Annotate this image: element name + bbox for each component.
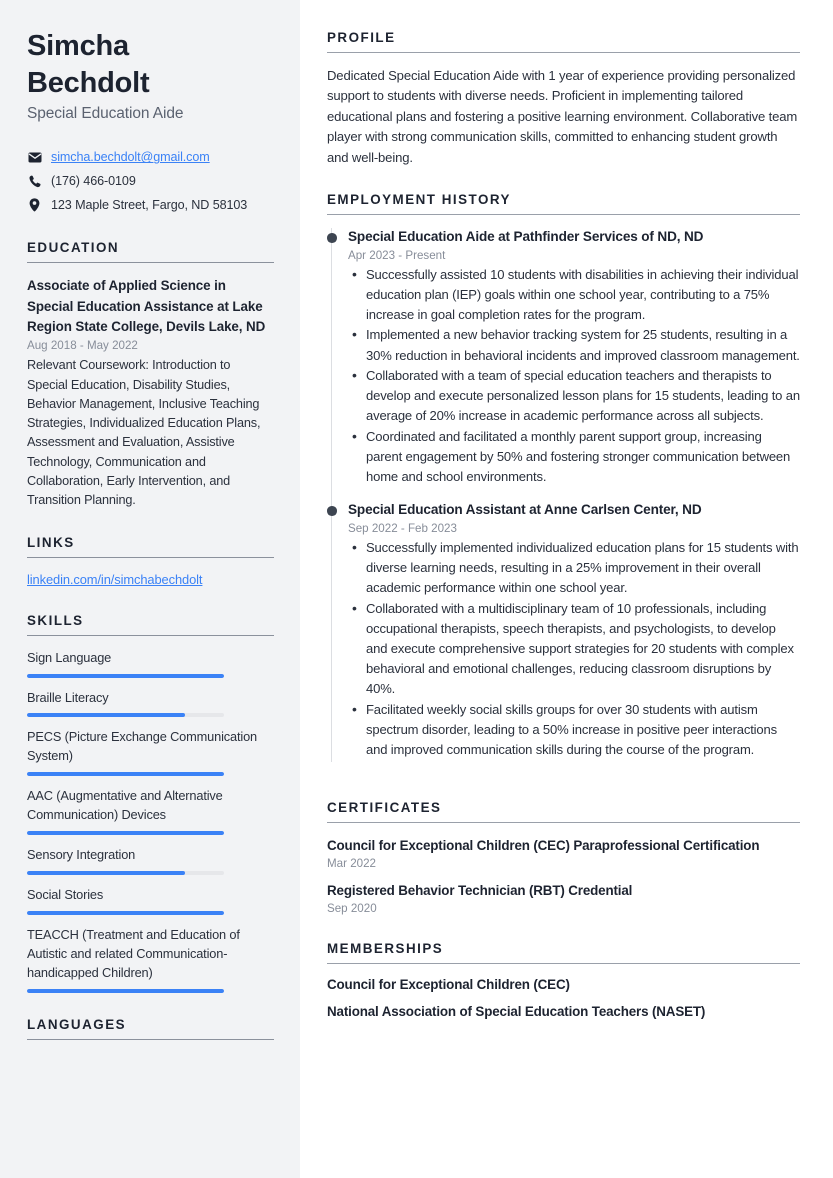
profile-text: Dedicated Special Education Aide with 1 year of experience providing personalized support to students with diverse needs. Proficient in implementing tailored educational plans and fostering a positive learning environment. Collaborative team player with strong communication skills, committed to enhancing student growth and well-being. xyxy=(327,68,798,165)
section-certificates xyxy=(327,800,800,915)
location-pin-icon xyxy=(27,198,42,212)
timeline-rail xyxy=(331,501,332,762)
skill-item xyxy=(27,886,274,915)
certificate-title: Council for Exceptional Children (CEC) Paraprofessional Certification xyxy=(327,838,760,854)
phone-icon xyxy=(27,175,42,188)
section-employment-history xyxy=(327,192,800,774)
contact-row-phone[interactable] xyxy=(27,173,274,190)
section-languages xyxy=(27,1017,274,1040)
candidate-job-title: Special Education Aide xyxy=(27,104,184,122)
timeline-rail xyxy=(331,228,332,501)
skill-level-fill xyxy=(27,871,185,875)
envelope-icon xyxy=(27,152,42,163)
section-heading-certificates: CERTIFICATES xyxy=(327,800,800,823)
certificate-title: Registered Behavior Technician (RBT) Credential xyxy=(327,883,633,899)
skill-item xyxy=(27,689,274,718)
section-links xyxy=(27,535,274,589)
main-column xyxy=(300,0,833,1178)
skill-level-fill xyxy=(27,772,224,776)
section-heading-profile: PROFILE xyxy=(327,30,800,53)
section-heading-languages: LANGUAGES xyxy=(27,1017,274,1040)
membership-entry: Council for Exceptional Children (CEC) xyxy=(327,976,570,992)
membership-entry: National Association of Special Education Teachers (NASET) xyxy=(327,1003,706,1019)
bullet-item: • Successfully assisted 10 students with disabilities in achieving their individual education plan (IEP) goals within one school year, contributing to a 75% increase in goal completion rates for the program. xyxy=(348,265,800,326)
skill-level-bar xyxy=(27,989,224,993)
contact-row-email[interactable] xyxy=(27,149,274,166)
contact-address: 123 Maple Street, Fargo, ND 58103 xyxy=(51,198,248,213)
skill-item xyxy=(27,787,274,835)
education-description: Relevant Coursework: Introduction to Special Education, Disability Studies, Behavior Management, Inclusive Teaching Strategies, Individualized Education Plans, Assessment and Evaluation, Assistive Technology, Communication and Collaboration, Early Intervention, and Transition Planning. xyxy=(27,358,261,508)
contact-row-address xyxy=(27,197,274,214)
bullet-item: • Successfully implemented individualized education plans for 15 students with diverse learning needs, resulting in a 25% improvement in their overall academic performance within one school year. xyxy=(348,538,800,599)
employment-bullets xyxy=(348,265,800,487)
bullet-item: • Collaborated with a team of special education teachers and therapists to develop and execute personalized lesson plans for 15 students, leading to an average of 20% increase in academic performance across all subjects. xyxy=(348,366,800,427)
certificate-entry xyxy=(327,881,800,915)
skill-label: AAC (Augmentative and Alternative Communication) Devices xyxy=(27,788,223,823)
section-heading-links: LINKS xyxy=(27,535,274,558)
section-education xyxy=(27,240,274,511)
employment-entry xyxy=(327,501,800,774)
employment-title: Special Education Assistant at Anne Carlsen Center, ND xyxy=(348,502,702,518)
bullet-item: • Facilitated weekly social skills groups for over 30 students with autism spectrum disorder, leading to a 50% increase in positive peer interactions and improved communication skills during the course of the program. xyxy=(348,700,800,761)
skill-level-fill xyxy=(27,674,224,678)
skill-level-fill xyxy=(27,911,224,915)
bullet-item: • Implemented a new behavior tracking system for 25 students, resulting in a 30% reduction in behavioral incidents and improved classroom management. xyxy=(348,325,800,365)
employment-date: Apr 2023 - Present xyxy=(348,248,446,262)
bullet-item: • Collaborated with a multidisciplinary team of 10 professionals, including occupational therapists, speech therapists, and psychologists, to develop and execute comprehensive support strategies for 20 students with complex behavioral and emotional challenges, reducing classroom disruptions by 40%. xyxy=(348,599,800,700)
certificate-date: Mar 2022 xyxy=(327,857,376,871)
skill-label: Sensory Integration xyxy=(27,847,136,863)
skill-level-fill xyxy=(27,831,224,835)
link-linkedin[interactable]: linkedin.com/in/simchabechdolt xyxy=(27,571,203,587)
education-title: Associate of Applied Science in Special Education Assistance at Lake Region State College, Devils Lake, ND xyxy=(27,277,266,335)
skill-level-bar xyxy=(27,674,224,678)
sidebar xyxy=(0,0,300,1178)
skill-level-fill xyxy=(27,713,185,717)
skill-label: TEACCH (Treatment and Education of Autistic and related Communication-handicapped Children) xyxy=(27,927,240,980)
contact-phone: (176) 466-0109 xyxy=(51,174,136,189)
section-heading-employment: EMPLOYMENT HISTORY xyxy=(327,192,800,215)
bullet-item: • Coordinated and facilitated a monthly parent support group, increasing parent engagement by 50% and fostering stronger communication between home and school environments. xyxy=(348,427,800,488)
skill-label: Social Stories xyxy=(27,887,104,903)
timeline-dot-icon xyxy=(327,506,337,516)
skill-level-bar xyxy=(27,713,224,717)
skill-label: Sign Language xyxy=(27,649,112,665)
certificate-date: Sep 2020 xyxy=(327,901,377,915)
skill-level-fill xyxy=(27,989,224,993)
employment-title: Special Education Aide at Pathfinder Services of ND, ND xyxy=(348,229,704,245)
skill-level-bar xyxy=(27,772,224,776)
section-profile xyxy=(327,30,800,168)
skill-item xyxy=(27,926,274,993)
contact-list xyxy=(27,149,274,214)
section-skills xyxy=(27,613,274,993)
section-heading-skills: SKILLS xyxy=(27,613,274,636)
skill-level-bar xyxy=(27,871,224,875)
section-memberships xyxy=(327,941,800,1019)
candidate-name-line2: Bechdolt xyxy=(27,67,150,100)
skill-item xyxy=(27,728,274,776)
employment-entry xyxy=(327,228,800,501)
candidate-name xyxy=(27,30,274,100)
education-date: Aug 2018 - May 2022 xyxy=(27,339,138,353)
section-heading-memberships: MEMBERSHIPS xyxy=(327,941,800,964)
education-entry xyxy=(27,276,274,511)
skill-level-bar xyxy=(27,911,224,915)
employment-bullets xyxy=(348,538,800,760)
skill-label: Braille Literacy xyxy=(27,689,109,705)
skill-item xyxy=(27,649,274,678)
skill-level-bar xyxy=(27,831,224,835)
employment-date: Sep 2022 - Feb 2023 xyxy=(348,521,457,535)
section-heading-education: EDUCATION xyxy=(27,240,274,263)
timeline-dot-icon xyxy=(327,233,337,243)
candidate-name-line1: Simcha xyxy=(27,30,129,62)
skill-item xyxy=(27,846,274,875)
skill-label: PECS (Picture Exchange Communication System) xyxy=(27,729,258,764)
certificate-entry xyxy=(327,836,800,870)
contact-email[interactable]: simcha.bechdolt@gmail.com xyxy=(51,150,210,165)
